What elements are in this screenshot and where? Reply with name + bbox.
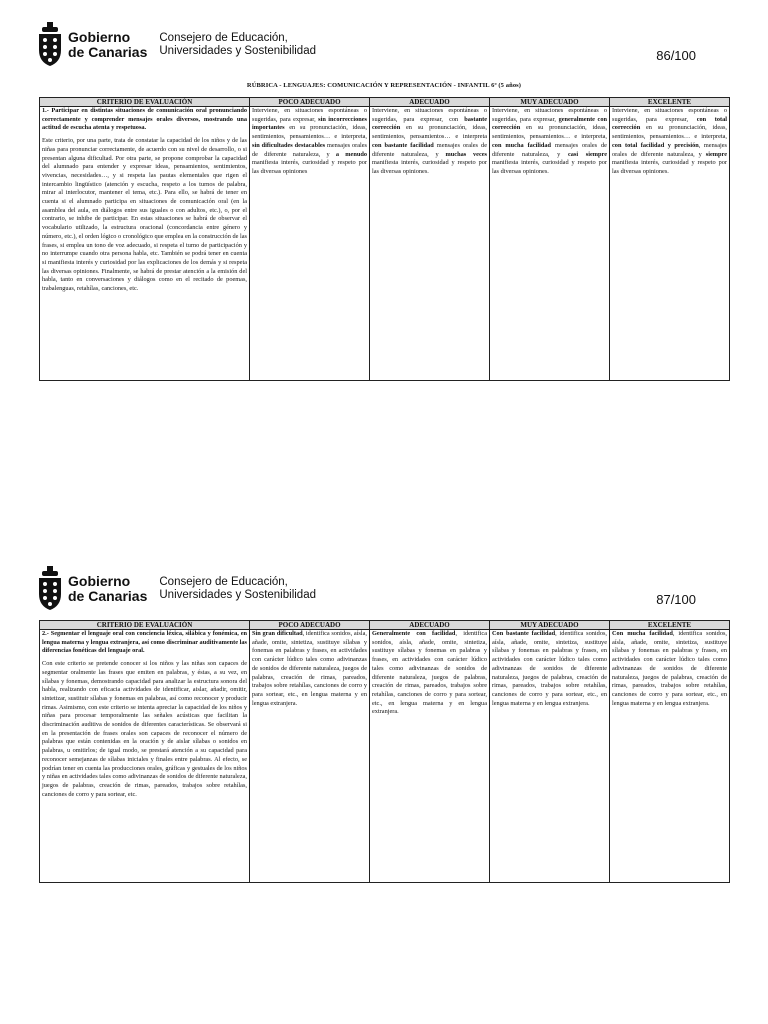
level-emphasis: Con bastante facilidad xyxy=(492,630,556,637)
coat-of-arms-icon xyxy=(36,566,64,612)
level-text: en su pronunciación, ideas, sentimientos, pensamientos… e interpreta, xyxy=(492,124,607,141)
ministry-line-2: Universidades y Sostenibilidad xyxy=(159,45,316,57)
ministry-name xyxy=(159,576,316,602)
page-number: 86/100 xyxy=(656,48,696,63)
gov-line-1: Gobierno xyxy=(68,573,131,589)
gobierno-canarias-logo xyxy=(36,20,316,70)
coat-of-arms-icon xyxy=(36,22,64,68)
level-text: , identifica sonidos, aísla, añade, omite, sintetiza, sustituye sílabas y fonemas en palabras y frases, en actividades con carácter lúdico tales como adivinanzas de sonidos de diferente naturaleza, juegos de palabras, creación de rimas, pareados, trabajos sobre retahílas, canciones de corro y para sortear, etc., en lengua materna y en lengua extranjera. xyxy=(252,630,367,707)
level-text: Interviene, en situaciones espontáneas o sugeridas, para expresar, xyxy=(492,107,607,123)
table-row xyxy=(40,107,730,381)
level-text: manifiesta interés, curiosidad y respeto por las diversas opiniones. xyxy=(372,159,487,175)
rubric-table xyxy=(39,620,730,883)
level-text: Interviene, en situaciones espontáneas o sugeridas, para expresar, xyxy=(612,107,727,123)
level-muy-adecuado xyxy=(490,630,610,883)
level-text: manifiesta interés, curiosidad y respeto por las diversas opiniones. xyxy=(612,159,727,175)
criterion-description: Con este criterio se pretende conocer si los niños y las niñas son capaces de segmentar oralmente las frases que emiten en palabras, y éstas, a su vez, en sílabas y fonemas, demostrando capacidad para analizar la estructura sonora del habla, realizando con eficacia actividades de identificar, aislar, añadir, omitir, sintetizar, sustituir sílabas y fonemas en palabras, así como reconocer y producir rimas. Asimismo, con este criterio se intenta apreciar la capacidad de los niños y niñas para procesar temporalmente las señales acústicas que facilitan la discriminación auditiva de sonidos de diferentes características. Se observará si en la presentación de frases orales son capaces de reconocer el número de palabras que están contenidas en la oración y de aislar sílabas o sonidos en palabras, u omitirlos; de igual modo, se prestará atención a su capacidad para reconocer semejanzas de sílabas iniciales y finales entre palabras. Al efecto, se podrían tener en cuenta las producciones orales, gráficas y gestuales de los niños y niñas en actividades tales como adivinanzas de sonidos de diferente naturaleza, juegos de palabras, creación de rimas, pareados, trabajos sobre retahílas, canciones de corro y para sortear, etc. xyxy=(42,660,247,798)
level-text: , identifica sonidos, aísla, añade, omite, sintetiza, sustituye sílabas y fonemas en palabras y frases, en actividades con carácter lúdico tales como adivinanzas de sonidos de diferente naturaleza, juegos de palabras, creación de rimas, pareados, trabajos sobre retahílas, canciones de corro y para sortear, etc., en lengua materna y en lengua extranjera. xyxy=(372,630,487,716)
level-emphasis: muchas veces xyxy=(445,150,488,158)
gov-line-1: Gobierno xyxy=(68,29,131,45)
level-text: Interviene, en situaciones espontáneas o sugeridas, para expresar, con xyxy=(372,107,487,123)
level-text: manifiesta interés, curiosidad y respeto por las diversas opiniones. xyxy=(492,159,607,175)
table-header-row xyxy=(40,621,730,630)
level-poco-adecuado xyxy=(250,107,370,381)
level-text: , mensajes orales de diferente naturaleza, y xyxy=(612,141,727,158)
level-text: mensajes orales de diferente naturaleza, y xyxy=(372,141,487,158)
level-text: , identifica sonidos, aísla, añade, omite, sintetiza, sustituye sílabas y fonemas en palabras y frases, en actividades con carácter lúdico tales como adivinanzas de sonidos de diferente naturaleza, juegos de palabras, creación de rimas, pareados, trabajos sobre retahílas, canciones de corro y para sortear, etc., en lengua materna y en lengua extranjera. xyxy=(612,630,727,707)
level-text: mensajes orales de diferente naturaleza, y xyxy=(252,141,367,158)
document-page-87 xyxy=(0,560,768,890)
column-header-muy-adecuado: MUY ADECUADO xyxy=(490,98,610,107)
level-text: en su pronunciación, ideas, sentimientos, pensamientos… e interpreta, xyxy=(612,124,727,141)
level-emphasis: generalmente con corrección xyxy=(492,115,608,132)
level-emphasis: Con mucha facilidad xyxy=(612,630,673,637)
level-emphasis: casi siempre xyxy=(567,150,607,158)
level-text: manifiesta interés, curiosidad y respeto por las diversas opiniones xyxy=(252,159,367,175)
table-row xyxy=(40,630,730,883)
criterion-title: 2.- Segmentar el lenguaje oral con conciencia léxica, silábica y fonémica, en lengua materna y lengua extranjera, así como discriminar auditivamente las diferencias fonéticas del lenguaje oral. xyxy=(42,630,247,655)
level-text: en su pronunciación, ideas, sentimientos, pensamientos… e interpreta xyxy=(372,124,487,141)
column-header-poco-adecuado: POCO ADECUADO xyxy=(250,621,370,630)
column-header-muy-adecuado: MUY ADECUADO xyxy=(490,621,610,630)
column-header-adecuado: ADECUADO xyxy=(370,621,490,630)
criterion-cell xyxy=(40,630,250,883)
column-header-excelente: EXCELENTE xyxy=(610,98,730,107)
gov-line-2: de Canarias xyxy=(68,44,148,60)
level-excelente xyxy=(610,107,730,381)
level-text: Interviene, en situaciones espontáneas o sugeridas, para expresar, xyxy=(252,107,367,123)
level-adecuado xyxy=(370,630,490,883)
level-emphasis: Generalmente con facilidad xyxy=(372,630,456,637)
level-emphasis: siempre xyxy=(705,150,727,158)
column-header-excelente: EXCELENTE xyxy=(610,621,730,630)
rubric-table xyxy=(39,97,730,381)
level-emphasis: con total facilidad y precisión xyxy=(612,141,699,149)
column-header-criterio: CRITERIO DE EVALUACIÓN xyxy=(40,98,250,107)
gov-line-2: de Canarias xyxy=(68,588,148,604)
criterion-cell xyxy=(40,107,250,381)
table-header-row xyxy=(40,98,730,107)
level-emphasis: con total corrección xyxy=(612,115,728,132)
page-number: 87/100 xyxy=(656,592,696,607)
level-emphasis: a menudo xyxy=(335,150,367,158)
column-header-poco-adecuado: POCO ADECUADO xyxy=(250,98,370,107)
ministry-name xyxy=(159,32,316,58)
gobierno-canarias-logo xyxy=(36,564,316,614)
level-muy-adecuado xyxy=(490,107,610,381)
criterion-description: Este criterio, por una parte, trata de constatar la capacidad de los niños y de las niñas para pronunciar correctamente, de acuerdo con su nivel de desarrollo, o si presentan alguna dificultad. Por otra parte, se propone comprobar la capacidad del alumnado para entender y expresar ideas, pensamientos, sentimientos, vivencias, necesidades…, y si respeta las pautas elementales que rigen el intercambio lingüístico (atención y escucha, respeto a los turnos de palabra, mirar al interlocutor, mantener el tema, etc.). Para ello, se habrá de tener en cuenta si el alumnado participa en situaciones de comunicación oral (en la asamblea del aula, en diálogos entre sus iguales o con adultos, etc.), o, por el contrario, se inhibe de participar. En estas situaciones se habrá de observar el vocabulario utilizado, la estructura oracional (concordancia entre género y número, etc.), el orden lógico o cronológico que emplea en la construcción de las frases, si emplea un tono de voz adecuado, si respeta el turno de participación y no interrumpe cuando otra persona habla, etc. También se podrá tener en cuenta si manifiesta interés y curiosidad por las explicaciones de los demás y si respeta las diversas opiniones. Finalmente, se habrá de prestar atención a la emisión del habla, tanto en conversaciones y diálogos como en el recitado de poemas, trabalenguas, retahílas, canciones, etc. xyxy=(42,137,247,293)
column-header-criterio: CRITERIO DE EVALUACIÓN xyxy=(40,621,250,630)
level-emphasis: bastante corrección xyxy=(372,115,487,132)
level-adecuado xyxy=(370,107,490,381)
level-emphasis: con mucha facilidad xyxy=(492,141,552,149)
level-text: mensajes orales de diferente naturaleza, y xyxy=(492,141,607,158)
gobierno-wordmark xyxy=(68,574,147,604)
level-excelente xyxy=(610,630,730,883)
level-emphasis: sin dificultades destacables xyxy=(252,141,326,149)
gobierno-wordmark xyxy=(68,30,147,60)
ministry-line-1: Consejero de Educación, xyxy=(159,32,288,44)
level-emphasis: sin incorrecciones importantes xyxy=(252,115,367,132)
rubric-title: RÚBRICA - LENGUAJES: COMUNICACIÓN Y REPRESENTACIÓN - INFANTIL 6º (5 años) xyxy=(246,82,522,89)
level-text: , identifica sonidos, aísla, añade, omite, sintetiza, sustituye sílabas y fonemas en palabras y frases, en actividades con carácter lúdico tales como adivinanzas de sonidos de diferente naturaleza, juegos de palabras, creación de rimas, pareados, trabajos sobre retahílas, canciones de corro y para sortear, etc., en lengua materna y en lengua extranjera. xyxy=(492,630,607,707)
ministry-line-2: Universidades y Sostenibilidad xyxy=(159,589,316,601)
column-header-adecuado: ADECUADO xyxy=(370,98,490,107)
ministry-line-1: Consejero de Educación, xyxy=(159,576,288,588)
level-text: en su pronunciación, ideas, sentimientos, pensamientos… e interpreta, xyxy=(252,124,367,141)
level-emphasis: Sin gran dificultad xyxy=(252,630,303,637)
document-page-86 xyxy=(0,0,768,400)
criterion-title: 1.- Participar en distintas situaciones de comunicación oral pronunciando correctamente y comprender mensajes orales diversos, mostrando una actitud de escucha atenta y respetuosa. xyxy=(42,107,247,132)
level-emphasis: con bastante facilidad xyxy=(372,141,434,149)
level-poco-adecuado xyxy=(250,630,370,883)
